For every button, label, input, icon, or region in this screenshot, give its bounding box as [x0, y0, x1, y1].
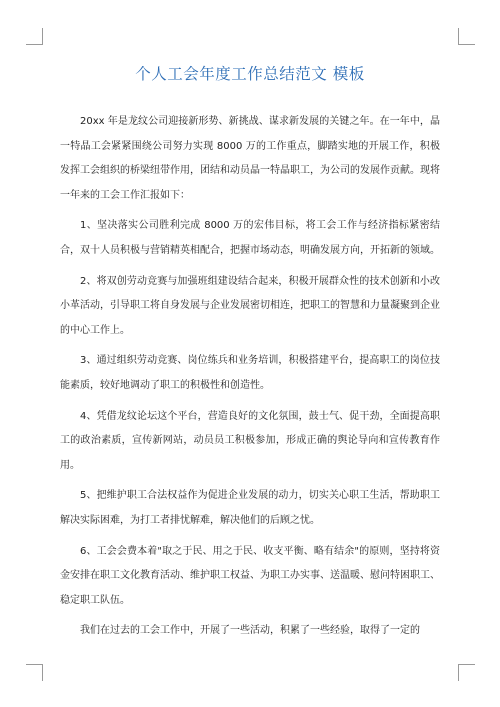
paragraph-item-2: 2、将双创劳动竞赛与加强班组建设结合起来，积极开展群众性的技术创新和小改小革活动，引导职工将自身发展与企业发展密切相连，把职工的智慧和力量凝聚到企业的中心工作上。	[60, 275, 440, 336]
crop-mark-bottom-left	[26, 664, 43, 681]
paragraph-item-3: 3、通过组织劳动竞赛、岗位练兵和业务培训，积极搭建平台，提高职工的岗位技能素质，较好地调动了职工的积极性和创造性。	[60, 355, 440, 391]
crop-mark-top-right	[458, 28, 475, 45]
paragraph-item-4: 4、凭借龙纹论坛这个平台，营造良好的文化氛围，鼓士气、促干劲，全面提高职工的政治素质，宣传新网站，动员员工积极参加，形成正确的舆论导向和宣传教育作用。	[60, 410, 440, 471]
intro-paragraph: 20xx 年是龙纹公司迎接新形势、新挑战、谋求新发展的关键之年。在一年中，晶一特晶工会紧紧围绕公司努力实现 8000 万的工作重点，脚踏实地的开展工作，积极发挥工会组织的桥梁纽带作用，团结和动员晶一特晶职工，为公司的发展作贡献。现将一年来的工会工作汇报如下：	[60, 116, 440, 201]
paragraph-item-6: 6、工会会费本着"取之于民、用之于民、收支平衡、略有结余"的原则，坚持将资金安排在职工文化教育活动、维护职工权益、为职工办实事、送温暖、慰问特困职工、稳定职工队伍。	[60, 545, 440, 606]
closing-paragraph: 我们在过去的工会工作中，开展了一些活动，积累了一些经验，取得了一定的	[80, 625, 420, 637]
crop-mark-bottom-right	[458, 664, 475, 681]
crop-mark-top-left	[26, 28, 43, 45]
document-body	[60, 110, 440, 650]
paragraph-item-5: 5、把维护职工合法权益作为促进企业发展的动力，切实关心职工生活，帮助职工解决实际困难，为打工者排忧解难，解决他们的后顾之忧。	[60, 490, 440, 526]
document-title: 个人工会年度工作总结范文 模板	[135, 65, 365, 83]
paragraph-item-1: 1、坚决落实公司胜利完成 8000 万的宏伟目标，将工会工作与经济指标紧密结合，双十人员积极与营销精英相配合，把握市场动态，明确发展方向，开拓新的领域。	[60, 220, 440, 256]
